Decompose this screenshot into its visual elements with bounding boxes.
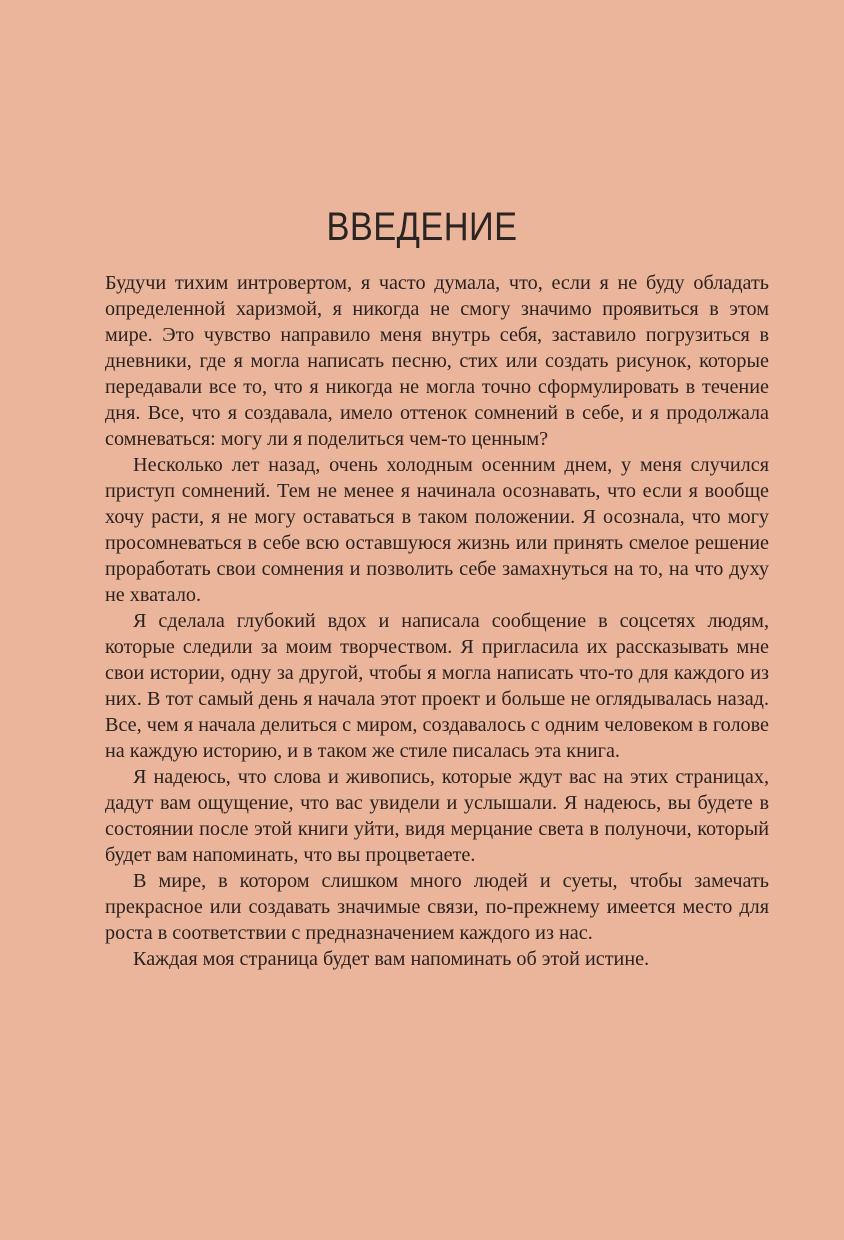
paragraph-5: В мире, в котором слишком много людей и суеты, чтобы замечать прекрасное или создавать значимые связи, по-прежнему имеется место для роста в соответствии с предназначением каждого из нас. [105,870,769,944]
paragraph-6: Каждая моя страница будет вам напоминать об этой истине. [133,948,650,970]
chapter-body [105,270,769,972]
paragraph-4: Я надеюсь, что слова и живопись, которые ждут вас на этих страницах, дадут вам ощущение, что вас увидели и услышали. Я надеюсь, вы будете в состоянии после этой книги уйти, видя мерцание света в полуночи, который будет вам напоминать, что вы процветаете. [105,766,769,866]
paragraph-1: Будучи тихим интровертом, я часто думала, что, если я не буду обладать определенной харизмой, я никогда не смогу значимо проявиться в этом мире. Это чувство направило меня внутрь себя, заставило погрузиться в дневники, где я могла написать песню, стих или создать рисунок, которые передавали все то, что я никогда не могла точно сформулировать в течение дня. Все, что я создавала, имело оттенок сомнений в себе, и я продолжала сомневаться: могу ли я поделиться чем-то ценным? [105,272,769,450]
paragraph-2: Несколько лет назад, очень холодным осенним днем, у меня случился приступ сомнений. Тем не менее я начинала осознавать, что если я вообще хочу расти, я не могу оставаться в таком положении. Я осознала, что могу просомневаться в себе всю оставшуюся жизнь или принять смелое решение проработать свои сомнения и позволить себе замахнуться на то, на что духу не хватало. [105,454,769,606]
chapter-title: ВВЕДЕНИЕ [326,205,518,249]
paragraph-3: Я сделала глубокий вдох и написала сообщение в соцсетях людям, которые следили за моим творчеством. Я пригласила их рассказывать мне свои истории, одну за другой, чтобы я могла написать что-то для каждого из них. В тот самый день я начала этот проект и больше не оглядывалась назад. Все, чем я начала делиться с миром, создавалось с одним человеком в голове на каждую историю, и в таком же стиле писалась эта книга. [105,610,769,762]
